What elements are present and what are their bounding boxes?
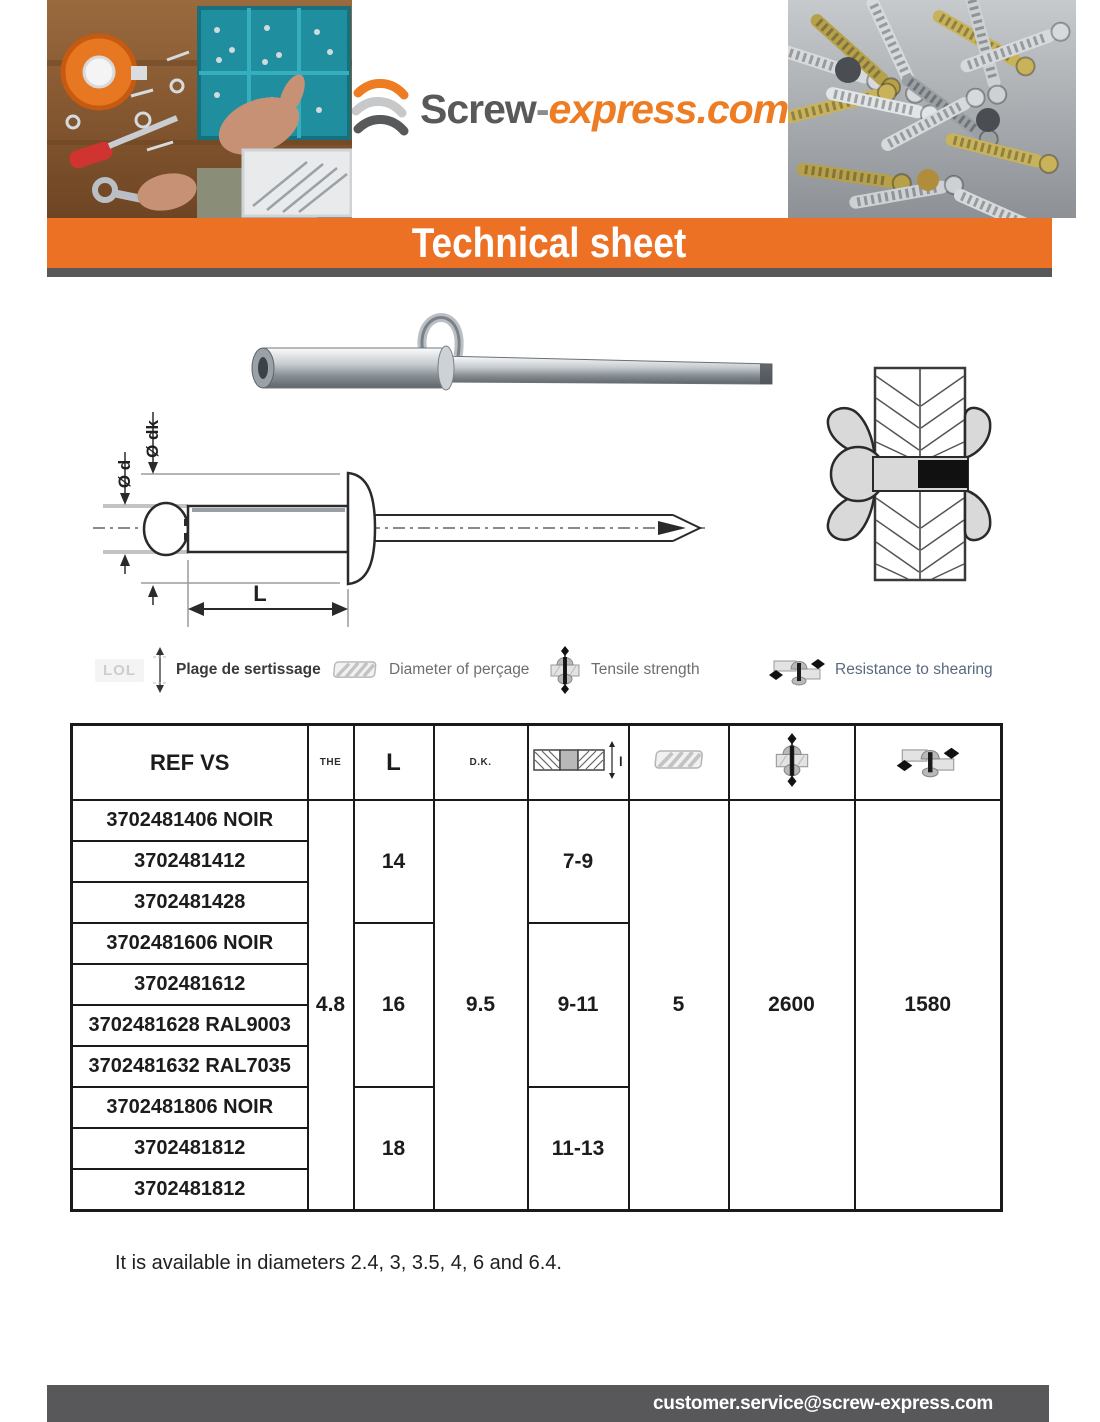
footer-email: customer.service@screw-express.com bbox=[653, 1392, 993, 1414]
grip-cell: 9-11 bbox=[528, 923, 629, 1087]
ref-cell: 3702481812 bbox=[72, 1169, 308, 1211]
length-cell: 16 bbox=[354, 923, 434, 1087]
lower-plate bbox=[875, 490, 965, 580]
logo bbox=[352, 0, 788, 218]
dim-label-length: L bbox=[253, 581, 267, 606]
drawing-section bbox=[0, 277, 1100, 642]
availability-note: It is available in diameters 2.4, 3, 3.5, 4, 6 and 6.4. bbox=[115, 1252, 562, 1274]
dim-label-d: Ø d bbox=[115, 459, 134, 489]
ref-cell: 3702481406 NOIR bbox=[72, 800, 308, 841]
drill-diameter-icon bbox=[330, 658, 380, 682]
col-header-dk: D.K. bbox=[434, 725, 528, 801]
broken-mandrel bbox=[918, 460, 968, 488]
logo-arcs-icon bbox=[352, 77, 410, 141]
legend-label: Diameter of perçage bbox=[389, 661, 530, 678]
tensile-strength-icon bbox=[548, 646, 582, 694]
legend-item-tensile-strength bbox=[548, 640, 700, 700]
rivet-flange bbox=[348, 473, 375, 584]
logo-text bbox=[420, 86, 788, 133]
legend-item-shear-resistance bbox=[768, 640, 993, 700]
col-header-drill-diameter bbox=[629, 725, 729, 801]
installed-rivet-cross-section bbox=[818, 362, 1013, 587]
col-header-grip-range bbox=[528, 725, 629, 801]
tensile-cell: 2600 bbox=[729, 800, 855, 1211]
dk-cell: 9.5 bbox=[434, 800, 528, 1211]
workbench-photo bbox=[47, 0, 352, 218]
ref-cell: 3702481806 NOIR bbox=[72, 1087, 308, 1128]
col-header-ref: REF VS bbox=[72, 725, 308, 801]
length-cell: 14 bbox=[354, 800, 434, 923]
ref-cell: 3702481428 bbox=[72, 882, 308, 923]
col-header-tensile-strength bbox=[729, 725, 855, 801]
grip-dim-label: l bbox=[619, 754, 623, 769]
the-cell: 4.8 bbox=[308, 800, 354, 1211]
logo-word2: express.com bbox=[548, 85, 789, 132]
legend-item-grip-range bbox=[95, 640, 321, 700]
length-cell: 18 bbox=[354, 1087, 434, 1211]
legend-label: Plage de sertissage bbox=[176, 661, 321, 678]
legend-item-drill-diameter bbox=[330, 640, 529, 700]
spec-table bbox=[70, 723, 1003, 1212]
grip-cell: 7-9 bbox=[528, 800, 629, 923]
grip-range-icon bbox=[532, 740, 624, 780]
divider-strip bbox=[47, 268, 1052, 277]
col-header-the: THE bbox=[308, 725, 354, 801]
parts-box bbox=[243, 150, 351, 216]
screws-pile-photo bbox=[788, 0, 1076, 218]
title-banner bbox=[47, 218, 1052, 268]
shear-cell: 1580 bbox=[855, 800, 1002, 1211]
shear-resistance-icon bbox=[895, 741, 961, 779]
col-header-shear-resistance bbox=[855, 725, 1002, 801]
ref-cell: 3702481606 NOIR bbox=[72, 923, 308, 964]
table-header-row bbox=[72, 725, 1002, 801]
legend bbox=[0, 640, 1100, 700]
drill-diameter-icon bbox=[651, 747, 707, 773]
ref-cell: 3702481812 bbox=[72, 1128, 308, 1169]
logo-word1: Screw bbox=[420, 85, 536, 132]
shear-resistance-icon bbox=[768, 653, 826, 687]
footer-bar bbox=[47, 1385, 1049, 1422]
ref-cell: 3702481412 bbox=[72, 841, 308, 882]
rivet-nose bbox=[144, 503, 188, 555]
legend-label: Resistance to shearing bbox=[835, 661, 993, 678]
logo-hyphen: - bbox=[535, 85, 549, 132]
ref-cell: 3702481632 RAL7035 bbox=[72, 1046, 308, 1087]
tensile-strength-icon bbox=[773, 733, 811, 787]
page-title: Technical sheet bbox=[412, 219, 687, 266]
upper-plate bbox=[875, 368, 965, 458]
dim-label-dk: Ø dk bbox=[143, 420, 162, 458]
rivet-body-outline bbox=[188, 506, 348, 552]
col-header-length: L bbox=[354, 725, 434, 801]
drill-cell: 5 bbox=[629, 800, 729, 1211]
legend-label: Tensile strength bbox=[591, 661, 700, 678]
ref-cell: 3702481612 bbox=[72, 964, 308, 1005]
header bbox=[47, 0, 1052, 218]
ref-cell: 3702481628 RAL9003 bbox=[72, 1005, 308, 1046]
rivet-technical-drawing bbox=[88, 377, 718, 632]
thickness-arrow-icon bbox=[153, 647, 167, 693]
grip-range-icon: LOL bbox=[95, 659, 144, 682]
table-row bbox=[72, 800, 1002, 841]
grip-cell: 11-13 bbox=[528, 1087, 629, 1211]
